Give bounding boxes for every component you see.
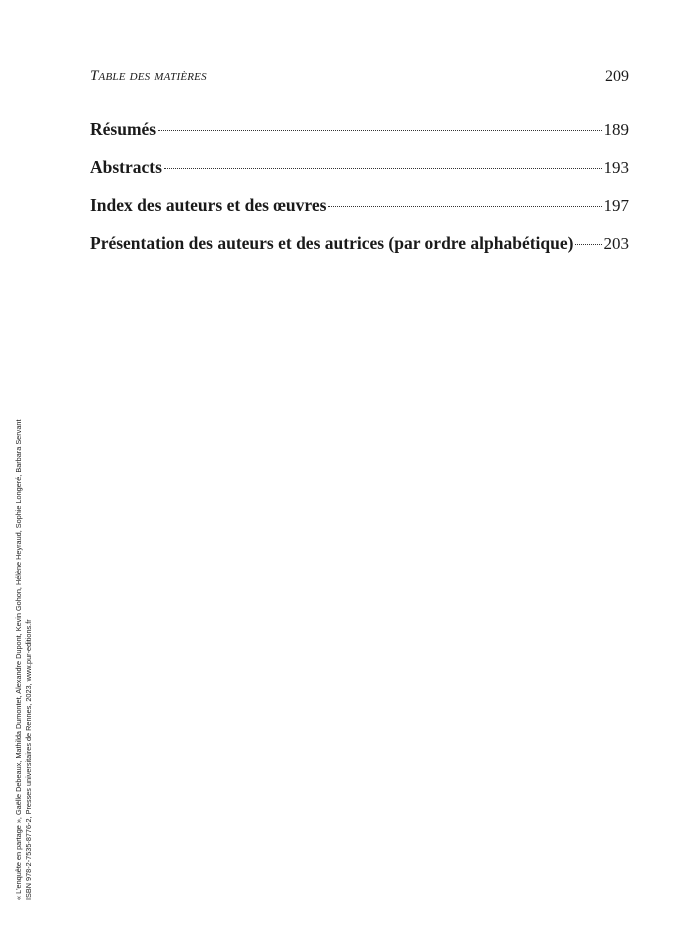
dot-leader — [328, 205, 601, 207]
toc-entry-index[interactable] — [90, 195, 629, 233]
toc-entry-page: 189 — [603, 120, 629, 139]
toc-entry-label: Abstracts — [90, 157, 162, 177]
running-header — [90, 68, 629, 92]
toc-entry-abstracts[interactable] — [90, 157, 629, 195]
side-credit-line: « L'enquête en partage », Gaëlle Debeaux, Mathilda Dumontet, Alexandre Dupont, Kevin Gohon, Hélène Heyraud, Sophie Longeré, Barbara Servant — [14, 419, 23, 900]
side-credit-line: ISBN 978-2-7535-8776-2, Presses universitaires de Rennes, 2023, www.pur-editions.fr — [24, 619, 33, 900]
toc-entry-presentation[interactable] — [90, 233, 629, 271]
toc-entry-page: 203 — [603, 234, 629, 253]
table-of-contents — [90, 119, 629, 271]
toc-entry-label: Présentation des auteurs et des autrices (par ordre alphabétique) — [90, 233, 574, 253]
toc-entry-resumes[interactable] — [90, 119, 629, 157]
dot-leader — [158, 129, 601, 131]
dot-leader — [164, 167, 602, 169]
dot-leader — [575, 243, 601, 245]
toc-entry-label: Index des auteurs et des œuvres — [90, 195, 327, 215]
toc-entry-label: Résumés — [90, 119, 157, 139]
toc-entry-page: 193 — [603, 158, 629, 177]
side-credit-notice — [14, 420, 34, 900]
page-number: 209 — [605, 68, 629, 85]
running-header-title: Table des matières — [90, 68, 207, 84]
toc-entry-page: 197 — [603, 196, 629, 215]
